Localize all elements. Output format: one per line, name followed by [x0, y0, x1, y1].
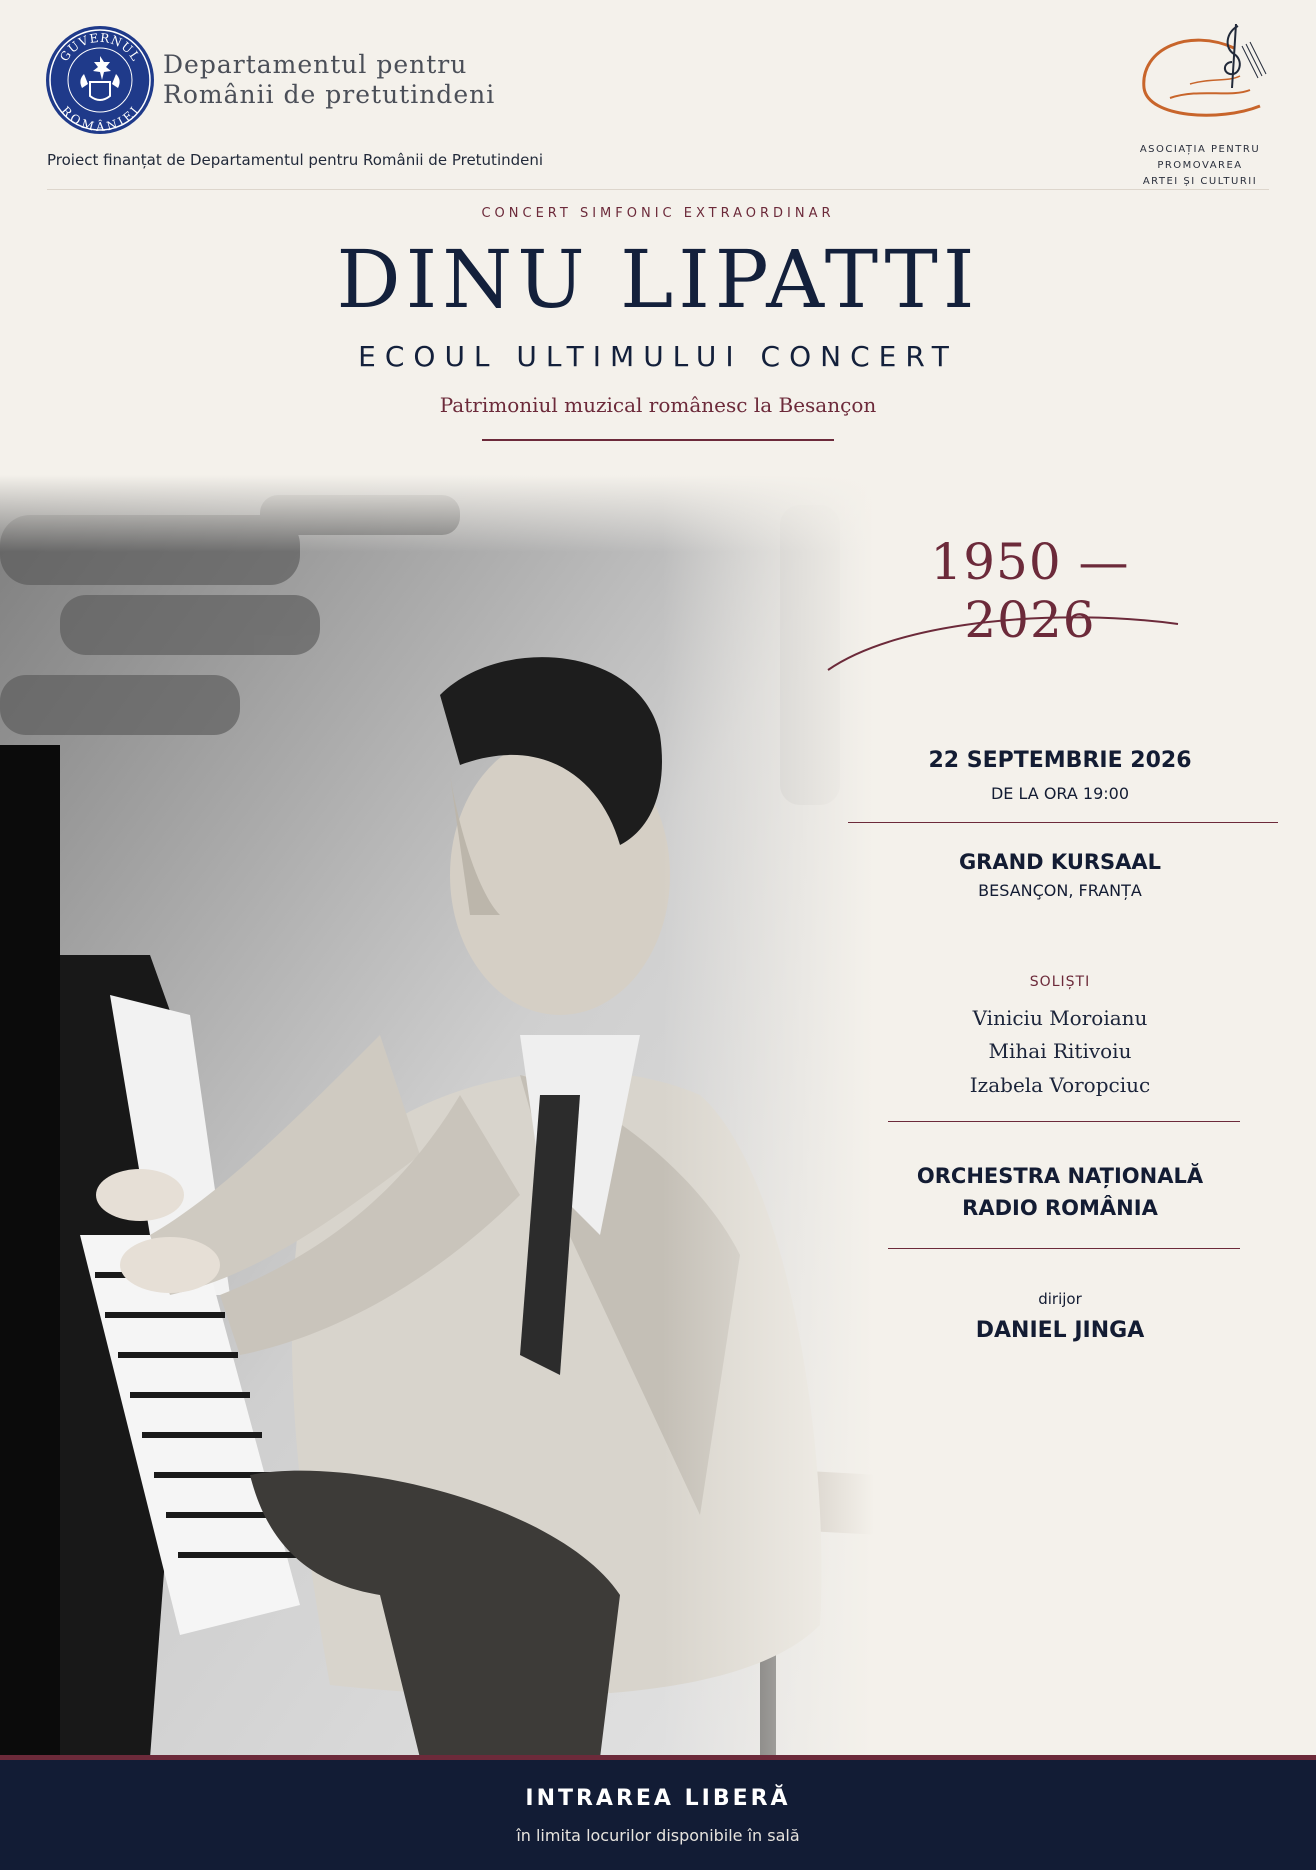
conductor-label: dirijor: [1038, 1290, 1082, 1308]
anniversary-years: 1950 — 2026: [930, 533, 1130, 649]
decorative-arc: [820, 600, 1180, 680]
free-entry-text: INTRAREA LIBERĂ: [525, 1786, 791, 1811]
orchestra-name-line2: RADIO ROMÂNIA: [962, 1196, 1158, 1220]
conductor-name: DANIEL JINGA: [975, 1318, 1145, 1343]
venue-name: GRAND KURSAAL: [958, 850, 1162, 874]
svg-text:GUVERNUL: GUVERNUL: [57, 30, 144, 65]
seating-note: în limita locurilor disponibile în sală: [516, 1826, 800, 1845]
event-title: DINU LIPATTI: [336, 233, 980, 326]
pianist-photo: [0, 475, 920, 1758]
event-time: DE LA ORA 19:00: [990, 784, 1130, 803]
department-name-line1: Departamentul pentru: [163, 50, 468, 79]
info-divider-1: [848, 822, 1278, 823]
association-logo: [1130, 18, 1270, 130]
event-subtitle: ECOUL ULTIMULUI CONCERT: [358, 340, 958, 373]
association-name: [1095, 142, 1305, 190]
event-kicker: CONCERT SIMFONIC EXTRAORDINAR: [481, 206, 835, 221]
info-divider-3: [888, 1248, 1240, 1249]
funding-note: Proiect finanțat de Departamentul pentru Românii de Pretutindeni: [47, 151, 544, 169]
soloist-name: Izabela Voropciuc: [969, 1073, 1151, 1097]
event-date: 22 SEPTEMBRIE 2026: [928, 748, 1192, 773]
info-divider-2: [888, 1121, 1240, 1122]
soloists-label: SOLIȘTI: [1029, 974, 1091, 990]
svg-text:ROMÂNIEI: ROMÂNIEI: [58, 103, 142, 134]
event-tagline: Patrimoniul muzical românesc la Besançon: [439, 393, 877, 417]
soloist-name: Mihai Ritivoiu: [988, 1039, 1132, 1063]
soloist-name: Viniciu Moroianu: [972, 1006, 1148, 1030]
footer-banner: [0, 1760, 1316, 1870]
department-name-line2: Românii de pretutindeni: [163, 80, 496, 109]
header-divider: [47, 189, 1269, 190]
association-name-line1: ASOCIAȚIA PENTRU PROMOVAREA: [1139, 144, 1261, 171]
title-divider: [482, 439, 834, 441]
government-seal-logo: [44, 24, 156, 136]
orchestra-name-line1: ORCHESTRA NAȚIONALĂ: [916, 1164, 1204, 1188]
association-name-line2: ARTEI ȘI CULTURII: [1142, 176, 1258, 187]
venue-city: BESANÇON, FRANȚA: [978, 881, 1142, 900]
